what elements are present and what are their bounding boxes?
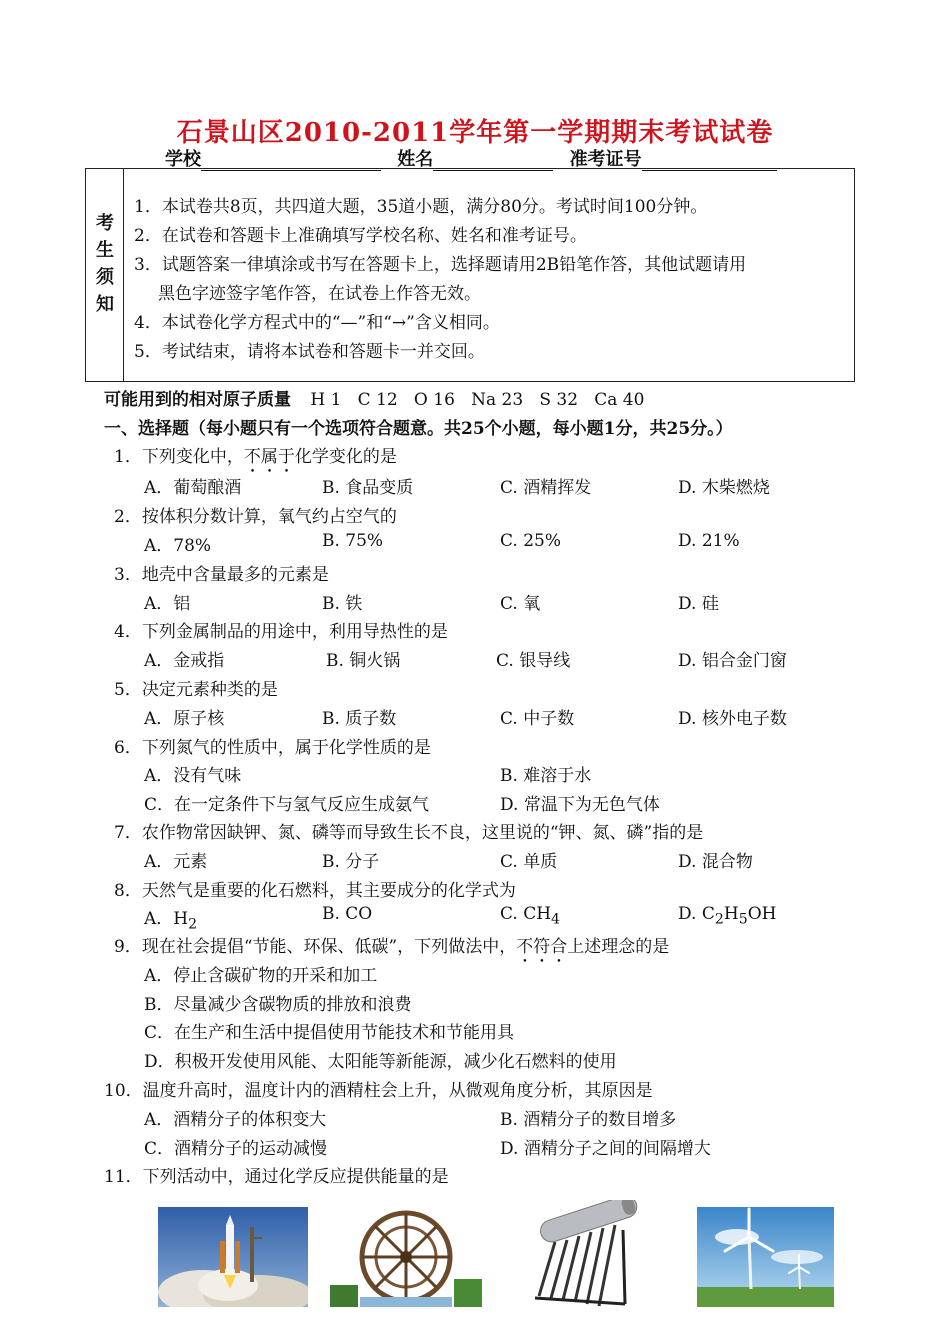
notice-rule: 1．本试卷共8页，共四道大题，35道小题，满分80分。考试时间100分钟。 <box>134 197 708 217</box>
q1-emphasis: 不属于 <box>243 447 295 467</box>
question-stem: 5．决定元素种类的是 <box>114 680 278 700</box>
exam-id-label: 准考证号 <box>569 149 642 170</box>
option[interactable]: B．尽量减少含碳物质的排放和浪费 <box>144 995 412 1015</box>
atomic-mass-values: H 1 C 12 O 16 Na 23 S 32 Ca 40 <box>310 390 645 410</box>
option[interactable]: D. 21% <box>678 531 740 551</box>
option[interactable]: D. 混合物 <box>678 852 753 872</box>
option[interactable]: B. CO <box>322 904 373 924</box>
option[interactable]: B. 75% <box>322 531 384 551</box>
option[interactable]: C. 中子数 <box>500 709 575 729</box>
option[interactable]: B. 酒精分子的数目增多 <box>500 1110 677 1130</box>
option[interactable]: B. 难溶于水 <box>500 766 592 786</box>
solar-water-heater-image <box>515 1200 655 1310</box>
option[interactable]: C．酒精分子的运动减慢 <box>144 1139 328 1159</box>
formula-text: OH <box>747 904 777 924</box>
exam-notice-box <box>85 168 855 382</box>
option[interactable]: B. 食品变质 <box>322 478 414 498</box>
formula-text: A．H <box>144 909 189 929</box>
notice-label-char: 考 <box>96 213 114 234</box>
option[interactable]: A．元素 <box>144 852 208 872</box>
option[interactable]: D. 酒精分子之间的间隔增大 <box>500 1139 711 1159</box>
option[interactable]: A．原子核 <box>144 709 225 729</box>
option[interactable]: D. 硅 <box>678 594 719 614</box>
option[interactable]: C．在生产和生活中提倡使用节能技术和节能用具 <box>144 1023 515 1043</box>
option[interactable]: D．积极开发使用风能、太阳能等新能源，减少化石燃料的使用 <box>144 1052 617 1072</box>
option[interactable]: D. 木柴燃烧 <box>678 478 770 498</box>
option[interactable]: A．金戒指 <box>144 651 225 671</box>
formula-text: D. C <box>678 904 715 924</box>
section-heading: 一、选择题（每小题只有一个选项符合题意。共25个小题，每小题1分，共25分。） <box>104 419 733 439</box>
school-label: 学校 <box>165 149 201 170</box>
formula-subscript: 2 <box>714 911 724 928</box>
rocket-launch-image <box>158 1207 308 1307</box>
name-label: 姓名 <box>397 149 434 170</box>
exam-title: 石景山区2010-2011学年第一学期期末考试试卷 <box>176 118 774 148</box>
option[interactable]: A．铝 <box>144 594 191 614</box>
option[interactable]: B. 铁 <box>322 594 363 614</box>
wind-turbine-image <box>697 1207 834 1307</box>
option[interactable]: C．在一定条件下与氢气反应生成氨气 <box>144 795 430 815</box>
notice-rule: 2．在试卷和答题卡上准确填写学校名称、姓名和准考证号。 <box>134 226 587 246</box>
option[interactable]: C. 氧 <box>500 594 541 614</box>
question-stem: 8．天然气是重要的化石燃料，其主要成分的化学式为 <box>114 881 516 901</box>
formula-subscript: 2 <box>188 916 198 933</box>
option[interactable]: B. 质子数 <box>322 709 397 729</box>
question-stem: 6．下列氮气的性质中，属于化学性质的是 <box>114 738 431 758</box>
notice-label-char: 知 <box>96 294 114 315</box>
question-stem <box>114 442 397 477</box>
notice-rule: 4．本试卷化学方程式中的“—”和“→”含义相同。 <box>134 313 500 333</box>
notice-rules <box>134 193 746 367</box>
option[interactable] <box>678 904 776 927</box>
formula-subscript: 4 <box>551 911 561 928</box>
option[interactable] <box>144 904 197 932</box>
option[interactable]: B. 铜火锅 <box>326 651 401 671</box>
formula-subscript: 5 <box>738 911 748 928</box>
option[interactable]: A．78% <box>144 536 212 556</box>
question-stem: 7．农作物常因缺钾、氮、磷等而导致生长不良，这里说的“钾、氮、磷”指的是 <box>114 823 704 843</box>
option[interactable] <box>500 904 560 927</box>
option[interactable]: D. 常温下为无色气体 <box>500 795 660 815</box>
q9-stem-post: 上述理念的是 <box>567 937 670 957</box>
option[interactable]: A．停止含碳矿物的开采和加工 <box>144 966 378 986</box>
notice-rule: 黑色字迹签字笔作答，在试卷上作答无效。 <box>158 284 481 304</box>
option[interactable]: A．酒精分子的体积变大 <box>144 1110 327 1130</box>
notice-rule: 3．试题答案一律填涂或书写在答题卡上，选择题请用2B铅笔作答，其他试题请用 <box>134 255 747 275</box>
q9-stem-pre: 9．现在社会提倡“节能、环保、低碳”，下列做法中， <box>114 937 517 957</box>
q1-stem-post: 化学变化的是 <box>294 447 397 467</box>
option[interactable]: C. 银导线 <box>496 651 571 671</box>
notice-label-char: 须 <box>96 267 114 288</box>
atomic-mass-line <box>104 385 644 410</box>
q9-emphasis: 不符合 <box>516 937 568 957</box>
option[interactable]: C. 25% <box>500 531 561 551</box>
option[interactable]: C. 单质 <box>500 852 558 872</box>
option[interactable]: A．没有气味 <box>144 766 242 786</box>
notice-label <box>86 169 124 381</box>
option[interactable]: C. 酒精挥发 <box>500 478 592 498</box>
question-stem: 2．按体积分数计算，氧气约占空气的 <box>114 507 397 527</box>
q1-stem-pre: 1．下列变化中， <box>114 447 244 467</box>
option[interactable]: B. 分子 <box>322 852 380 872</box>
formula-text: C. CH <box>500 904 552 924</box>
option[interactable]: A．葡萄酿酒 <box>144 478 242 498</box>
question-stem: 11．下列活动中，通过化学反应提供能量的是 <box>104 1167 449 1187</box>
option[interactable]: D. 核外电子数 <box>678 709 787 729</box>
notice-rule: 5．考试结束，请将本试卷和答题卡一并交回。 <box>134 342 485 362</box>
formula-text: H <box>723 904 739 924</box>
waterwheel-image <box>330 1207 482 1307</box>
option[interactable]: D. 铝合金门窗 <box>678 651 787 671</box>
atomic-mass-label: 可能用到的相对原子质量 <box>104 390 291 410</box>
question-stem: 10．温度升高时，温度计内的酒精柱会上升，从微观角度分析，其原因是 <box>104 1081 653 1101</box>
notice-label-char: 生 <box>96 240 114 261</box>
question-stem: 4．下列金属制品的用途中，利用导热性的是 <box>114 622 448 642</box>
question-stem: 3．地壳中含量最多的元素是 <box>114 565 329 585</box>
